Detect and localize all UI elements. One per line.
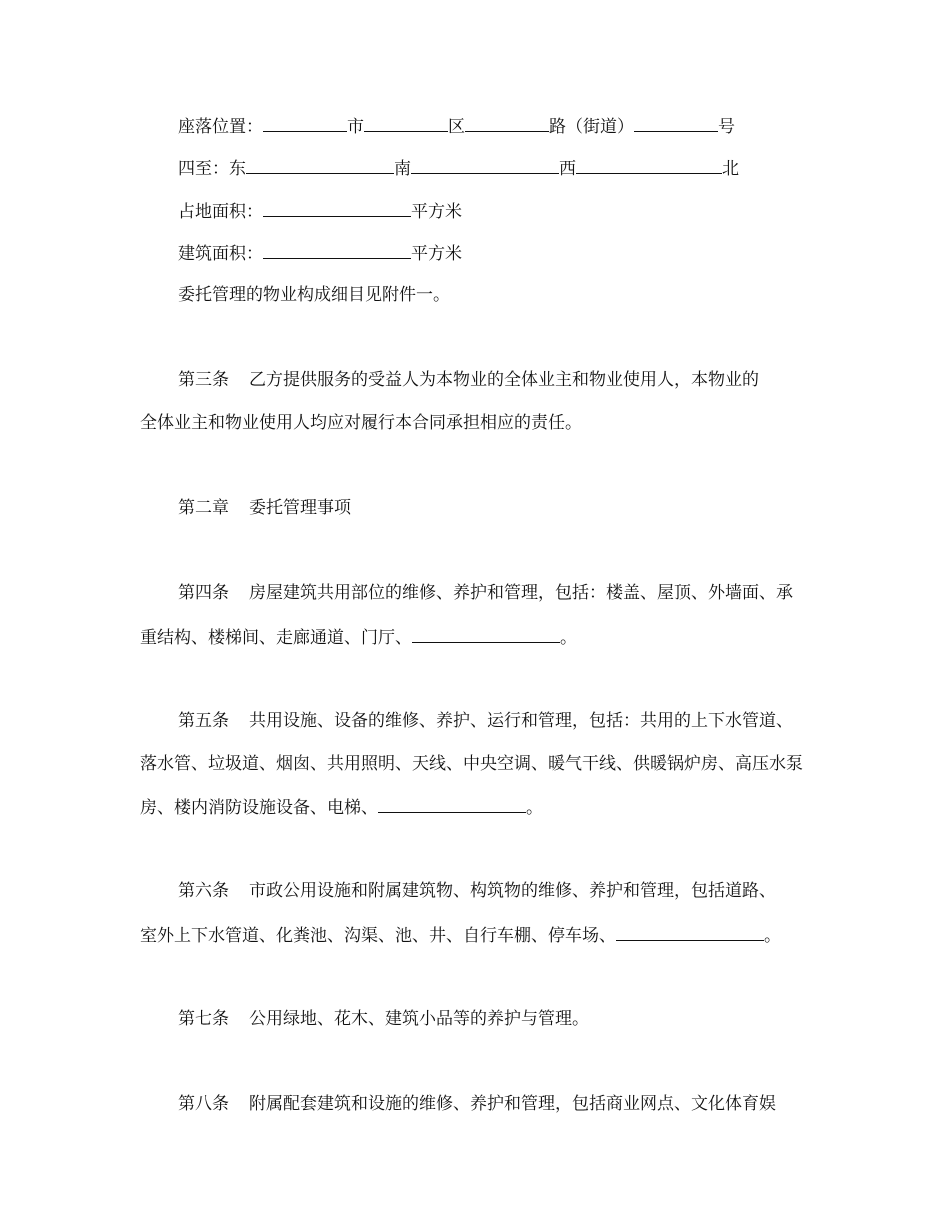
attachment-note: 委托管理的物业构成细目见附件一。	[178, 285, 450, 305]
district-blank	[364, 113, 448, 132]
road-blank	[465, 113, 549, 132]
article3-text1: 乙方提供服务的受益人为本物业的全体业主和物业使用人，本物业的	[249, 370, 759, 390]
article8-title: 第八条	[178, 1094, 229, 1114]
chapter2-name: 委托管理事项	[249, 498, 351, 518]
article4-line1	[178, 581, 793, 605]
chapter2-heading	[178, 496, 351, 520]
article6-text2: 室外上下水管道、化粪池、沟渠、池、井、自行车棚、停车场、	[140, 926, 616, 946]
land-area-label: 占地面积：	[178, 202, 263, 222]
article5-text3: 房、楼内消防设施设备、电梯、	[140, 798, 378, 818]
article5-line1	[178, 709, 793, 733]
boundaries-label: 四至：东	[178, 159, 246, 179]
article6-text1: 市政公用设施和附属建筑物、构筑物的维修、养护和管理，包括道路、	[249, 881, 776, 901]
article5-line2: 落水管、垃圾道、烟囱、共用照明、天线、中央空调、暖气干线、供暖锅炉房、高压水泵	[140, 754, 803, 774]
boundaries-line	[178, 155, 739, 179]
east-blank	[246, 155, 394, 174]
building-area-unit: 平方米	[411, 244, 462, 264]
south-label: 南	[394, 159, 411, 179]
article4-blank	[412, 624, 560, 643]
building-area-blank	[263, 240, 411, 259]
north-label: 北	[722, 159, 739, 179]
article7-title: 第七条	[178, 1009, 229, 1029]
city-label: 市	[347, 117, 364, 137]
article5-text1: 共用设施、设备的维修、养护、运行和管理，包括：共用的上下水管道、	[249, 711, 793, 731]
article3-line1	[178, 368, 759, 392]
building-area-label: 建筑面积：	[178, 244, 263, 264]
chapter2-title: 第二章	[178, 498, 229, 518]
article6-title: 第六条	[178, 881, 229, 901]
article4-text1: 房屋建筑共用部位的维修、养护和管理，包括：楼盖、屋顶、外墙面、承	[249, 583, 793, 603]
article8-text1: 附属配套建筑和设施的维修、养护和管理，包括商业网点、文化体育娱	[249, 1094, 776, 1114]
article5-title: 第五条	[178, 711, 229, 731]
location-line	[178, 113, 735, 137]
article6-blank	[616, 922, 764, 941]
west-label: 西	[559, 159, 576, 179]
land-area-line	[178, 198, 462, 222]
number-blank	[634, 113, 718, 132]
article7-text1: 公用绿地、花木、建筑小品等的养护与管理。	[249, 1009, 589, 1029]
west-blank	[576, 155, 722, 174]
location-label: 座落位置：	[178, 117, 263, 137]
article5-end: 。	[526, 798, 543, 818]
article3-title: 第三条	[178, 370, 229, 390]
article4-line2	[140, 624, 577, 648]
district-label: 区	[448, 117, 465, 137]
article6-line2	[140, 922, 781, 946]
article7-line1	[178, 1007, 589, 1031]
article6-end: 。	[764, 926, 781, 946]
article6-line1	[178, 879, 776, 903]
road-label: 路（街道）	[549, 117, 634, 137]
number-label: 号	[718, 117, 735, 137]
article5-line3	[140, 794, 543, 818]
land-area-blank	[263, 198, 411, 217]
article4-end: 。	[560, 628, 577, 648]
city-blank	[263, 113, 347, 132]
article5-blank	[378, 794, 526, 813]
south-blank	[411, 155, 559, 174]
article3-line2: 全体业主和物业使用人均应对履行本合同承担相应的责任。	[140, 413, 582, 433]
article8-line1	[178, 1092, 776, 1116]
article4-title: 第四条	[178, 583, 229, 603]
article4-text2: 重结构、楼梯间、走廊通道、门厅、	[140, 628, 412, 648]
land-area-unit: 平方米	[411, 202, 462, 222]
building-area-line	[178, 240, 462, 264]
